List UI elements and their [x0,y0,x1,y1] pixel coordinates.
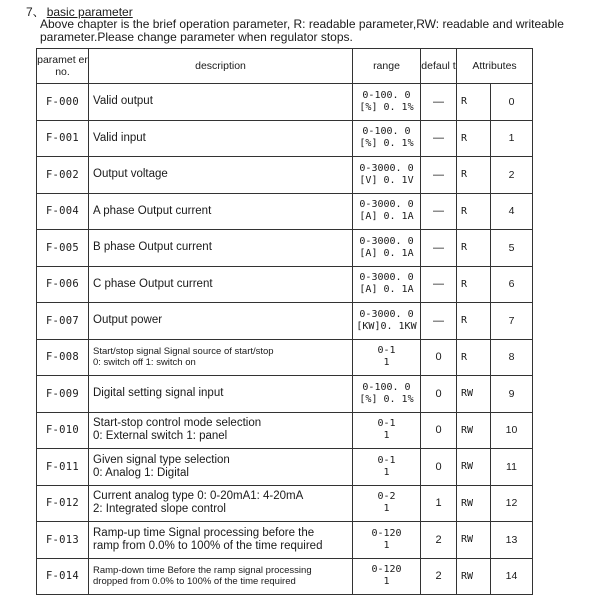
param-description: Output power [89,303,353,340]
param-attribute: R [457,157,491,194]
param-default: — [421,266,457,303]
param-description [89,522,353,559]
table-row [37,84,533,121]
param-index: 6 [491,266,533,303]
header-range: range [353,49,421,84]
range-value: 0-2 [377,491,396,503]
range-unit: [%] 0. 1% [359,101,414,113]
range-unit: 1 [383,539,390,551]
param-range [353,266,421,303]
param-default: 2 [421,522,457,559]
param-default: 0 [421,412,457,449]
description-line: Start/stop signal Signal source of start/stop [93,346,274,358]
range-unit: [KW]0. 1KW [356,320,417,332]
param-attribute: RW [457,412,491,449]
description-line: Ramp-down time Before the ramp signal processing [93,565,312,577]
range-value: 0-1 [377,454,396,466]
table-row [37,522,533,559]
range-unit: [A] 0. 1A [359,247,414,259]
range-unit: 1 [383,466,390,478]
header-param-no: paramet er no. [37,49,89,84]
param-number: F-004 [37,193,89,230]
param-description: Digital setting signal input [89,376,353,413]
param-attribute: RW [457,449,491,486]
param-index: 8 [491,339,533,376]
param-range [353,120,421,157]
param-number: F-014 [37,558,89,595]
param-attribute: R [457,339,491,376]
param-description: Valid output [89,84,353,121]
param-number: F-007 [37,303,89,340]
range-unit: [%] 0. 1% [359,138,414,150]
param-default: — [421,84,457,121]
range-unit: [%] 0. 1% [359,393,414,405]
param-index: 12 [491,485,533,522]
param-number: F-005 [37,230,89,267]
range-value: 0-100. 0 [362,89,411,101]
param-index: 2 [491,157,533,194]
table-row [37,120,533,157]
description-line: 0: Analog 1: Digital [93,466,189,479]
range-value: 0-3000. 0 [359,199,414,211]
description-line: Ramp-up time Signal processing before the [93,526,315,539]
param-index: 14 [491,558,533,595]
section-number: 7、 [26,5,45,19]
param-attribute: R [457,193,491,230]
param-attribute: R [457,303,491,340]
param-number: F-002 [37,157,89,194]
table-row [37,558,533,595]
param-range [353,485,421,522]
description-line: dropped from 0.0% to 100% of the time required [93,576,296,588]
range-value: 0-1 [377,345,396,357]
param-description [89,485,353,522]
header-default: defaul t [421,49,457,84]
parameter-table [36,48,533,595]
description-line: 0: switch off 1: switch on [93,357,196,369]
table-header-row [37,49,533,84]
param-default: 0 [421,376,457,413]
param-range [353,303,421,340]
param-attribute: RW [457,522,491,559]
table-row [37,339,533,376]
param-attribute: RW [457,485,491,522]
param-number: F-012 [37,485,89,522]
range-value: 0-3000. 0 [359,272,414,284]
param-number: F-010 [37,412,89,449]
param-attribute: R [457,266,491,303]
table-row [37,303,533,340]
description-line: Given signal type selection [93,453,230,466]
range-value: 0-1 [377,418,396,430]
table-row [37,449,533,486]
table-body [37,84,533,595]
table-row [37,412,533,449]
param-default: — [421,120,457,157]
table-row [37,485,533,522]
param-default: 0 [421,449,457,486]
param-number: F-006 [37,266,89,303]
header-description: description [89,49,353,84]
param-index: 5 [491,230,533,267]
param-description [89,449,353,486]
param-range [353,522,421,559]
description-line: 2: Integrated slope control [93,503,226,516]
param-description [89,339,353,376]
param-description: A phase Output current [89,193,353,230]
range-value: 0-3000. 0 [359,235,414,247]
param-range [353,230,421,267]
param-index: 4 [491,193,533,230]
param-number: F-013 [37,522,89,559]
range-value: 0-3000. 0 [359,308,414,320]
param-attribute: R [457,84,491,121]
param-default: — [421,303,457,340]
param-default: — [421,193,457,230]
param-description: C phase Output current [89,266,353,303]
range-unit: 1 [383,430,390,442]
table-row [37,157,533,194]
param-attribute: RW [457,376,491,413]
param-default: 2 [421,558,457,595]
description-line: Current analog type 0: 0-20mA1: 4-20mA [93,490,304,503]
param-range [353,376,421,413]
param-number: F-001 [37,120,89,157]
range-value: 0-120 [371,564,402,576]
description-line: Start-stop control mode selection [93,417,262,430]
param-attribute: R [457,120,491,157]
table-row [37,376,533,413]
range-value: 0-3000. 0 [359,162,414,174]
header-attributes: Attributes [457,49,533,84]
range-unit: 1 [383,357,390,369]
param-range [353,157,421,194]
table-row [37,230,533,267]
param-range [353,449,421,486]
param-number: F-000 [37,84,89,121]
range-unit: [V] 0. 1V [359,174,414,186]
range-value: 0-120 [371,527,402,539]
param-default: — [421,230,457,267]
param-attribute: R [457,230,491,267]
param-range [353,339,421,376]
param-index: 11 [491,449,533,486]
range-unit: [A] 0. 1A [359,284,414,296]
section-title: basic parameter [46,5,133,19]
param-range [353,558,421,595]
param-number: F-011 [37,449,89,486]
description-line: 0: External switch 1: panel [93,430,228,443]
param-number: F-009 [37,376,89,413]
table-row [37,193,533,230]
param-default: — [421,157,457,194]
param-range [353,412,421,449]
param-index: 1 [491,120,533,157]
range-value: 0-100. 0 [362,126,411,138]
section-intro: Above chapter is the brief operation parameter, R: readable parameter,RW: readable and writeable parameter.Please change parameter when regulator stops. [40,17,564,44]
range-unit: 1 [383,503,390,515]
param-range [353,84,421,121]
param-range [353,193,421,230]
table-row [37,266,533,303]
param-index: 9 [491,376,533,413]
param-description: B phase Output current [89,230,353,267]
param-description [89,412,353,449]
param-index: 10 [491,412,533,449]
description-line: ramp from 0.0% to 100% of the time required [93,539,323,552]
range-value: 0-100. 0 [362,381,411,393]
range-unit: 1 [383,576,390,588]
param-description: Output voltage [89,157,353,194]
param-attribute: RW [457,558,491,595]
param-description [89,558,353,595]
param-description: Valid input [89,120,353,157]
param-index: 0 [491,84,533,121]
param-default: 0 [421,339,457,376]
param-number: F-008 [37,339,89,376]
range-unit: [A] 0. 1A [359,211,414,223]
param-index: 7 [491,303,533,340]
param-index: 13 [491,522,533,559]
param-default: 1 [421,485,457,522]
